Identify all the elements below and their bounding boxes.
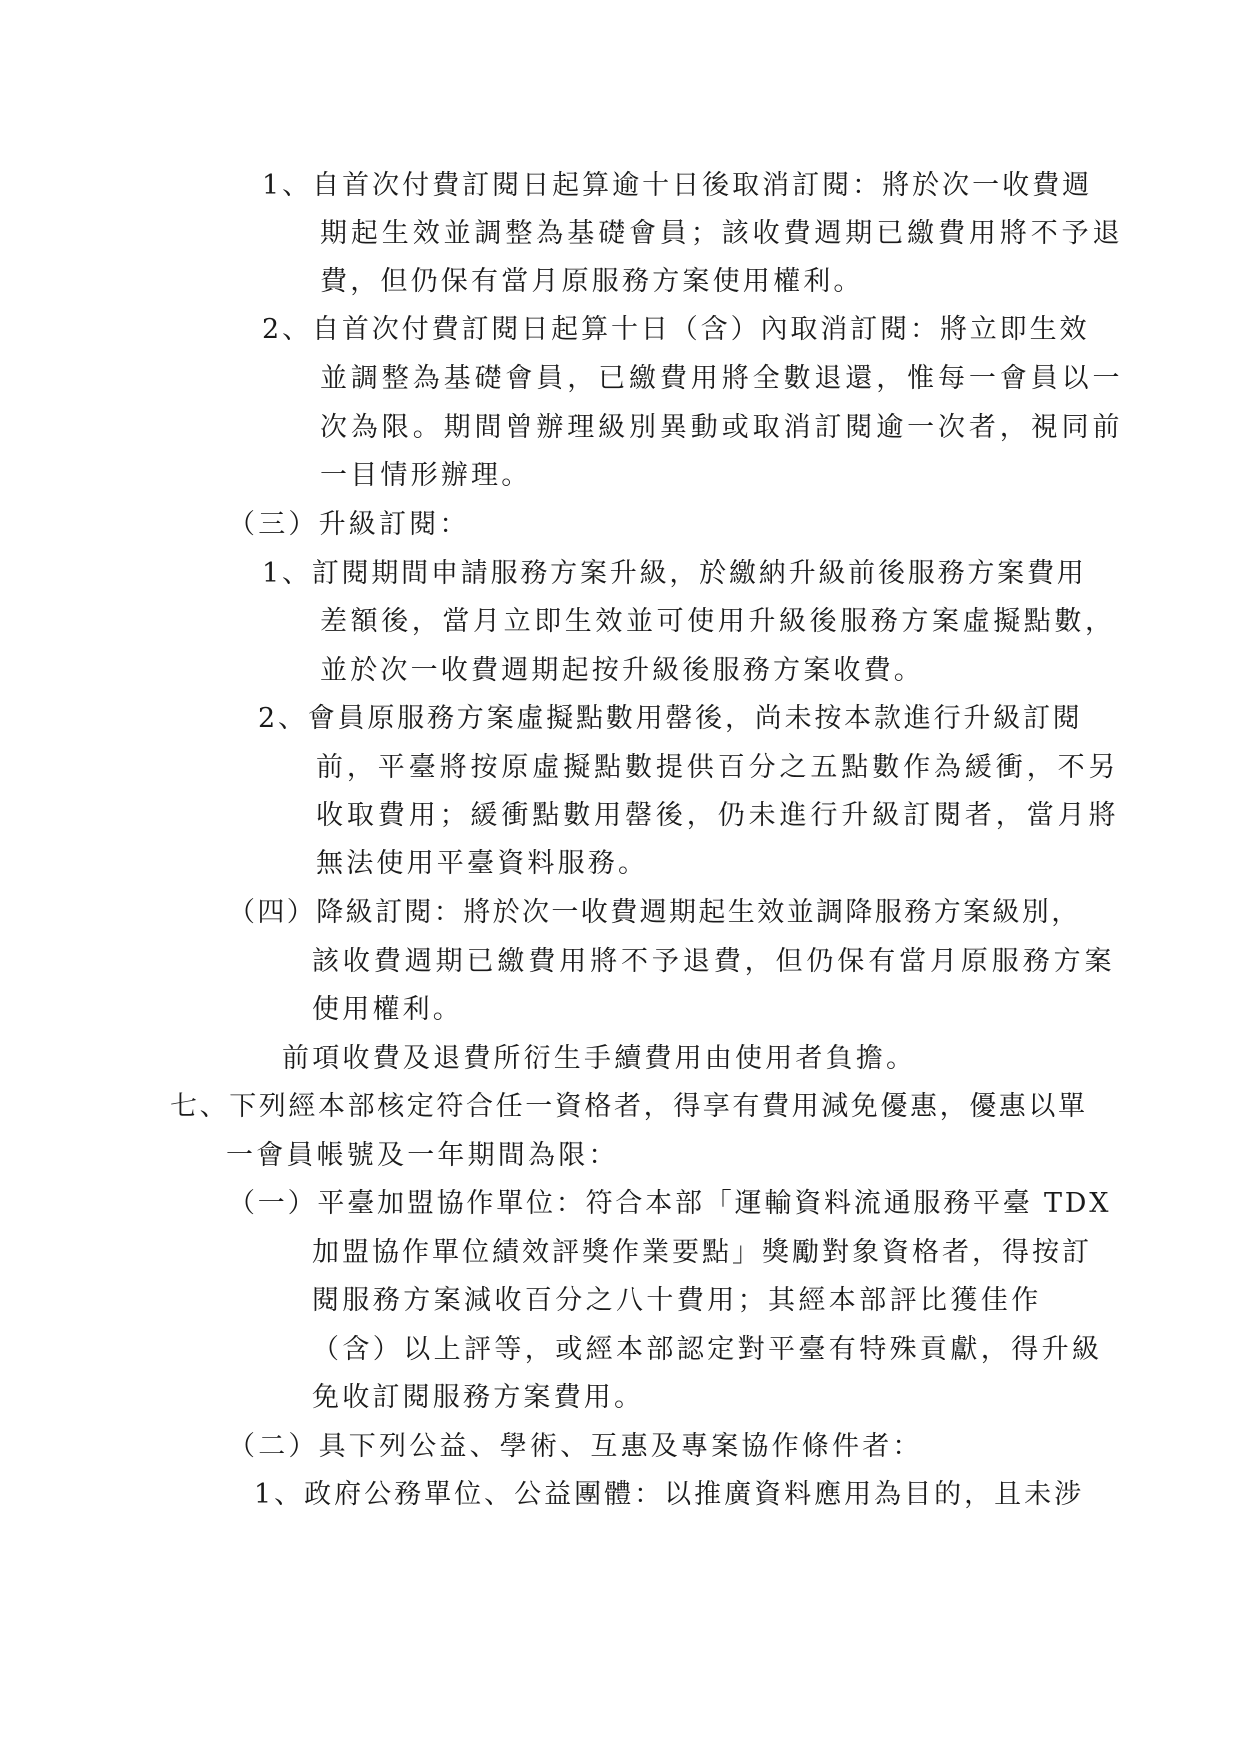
article-7-section-2-heading: （二）具下列公益、學術、互惠及專案協作條件者： [228,1431,923,1462]
item-1-line-1: 1、自首次付費訂閱日起算逾十日後取消訂閱：將於次一收費週 [262,170,1093,201]
item-1-line-2: 期起生效並調整為基礎會員；該收費週期已繳費用將不予退 [320,218,1124,249]
section-4-line-2: 該收費週期已繳費用將不予退費，但仍保有當月原服務方案 [312,946,1116,977]
article-7-section-1-line-5: 免收訂閱服務方案費用。 [312,1382,645,1413]
section-3-item-1-line-1: 1、訂閱期間申請服務方案升級，於繳納升級前後服務方案費用 [262,558,1087,589]
section-3-item-1-line-2: 差額後，當月立即生效並可使用升級後服務方案虛擬點數， [320,606,1116,637]
section-4-line-1: （四）降級訂閱：將於次一收費週期起生效並調降服務方案級別， [228,897,1081,928]
item-2-line-2: 並調整為基礎會員，已繳費用將全數退還，惟每一會員以一 [320,363,1124,394]
section-3-item-2-line-2: 前，平臺將按原虛擬點數提供百分之五點數作為緩衝，不另 [316,752,1120,783]
item-1-line-3: 費，但仍保有當月原服務方案使用權利。 [320,266,864,297]
item-2-line-3: 次為限。期間曾辦理級別異動或取消訂閱逾一次者，視同前 [320,412,1124,443]
article-7-section-1-line-1: （一）平臺加盟協作單位：符合本部「運輸資料流通服務平臺 TDX [228,1188,1112,1219]
section-3-item-2-line-4: 無法使用平臺資料服務。 [316,848,649,879]
article-7-line-2: 一會員帳號及一年期間為限： [226,1140,619,1171]
item-2-line-1: 2、自首次付費訂閱日起算十日（含）內取消訂閱：將立即生效 [262,314,1090,345]
item-2-line-4: 一目情形辦理。 [320,460,532,491]
article-7-section-2-item-1: 1、政府公務單位、公益團體：以推廣資料應用為目的，且未涉 [254,1479,1085,1510]
article-7-section-1-line-3: 閱服務方案減收百分之八十費用；其經本部評比獲佳作 [312,1285,1042,1316]
section-4-line-3: 使用權利。 [312,994,463,1025]
fee-note: 前項收費及退費所衍生手續費用由使用者負擔。 [282,1043,917,1074]
article-7-line-1: 七、下列經本部核定符合任一資格者，得享有費用減免優惠，優惠以單 [170,1091,1088,1122]
section-3-item-1-line-3: 並於次一收費週期起按升級後服務方案收費。 [320,655,924,686]
section-3-item-2-line-1: 2、會員原服務方案虛擬點數用罄後，尚未按本款進行升級訂閱 [258,703,1083,734]
section-3-heading: （三）升級訂閱： [228,509,470,540]
article-7-section-1-line-2: 加盟協作單位績效評獎作業要點」獎勵對象資格者，得按訂 [312,1237,1092,1268]
section-3-item-2-line-3: 收取費用；緩衝點數用罄後，仍未進行升級訂閱者，當月將 [316,800,1120,831]
article-7-section-1-line-4: （含）以上評等，或經本部認定對平臺有特殊貢獻，得升級 [312,1334,1103,1365]
